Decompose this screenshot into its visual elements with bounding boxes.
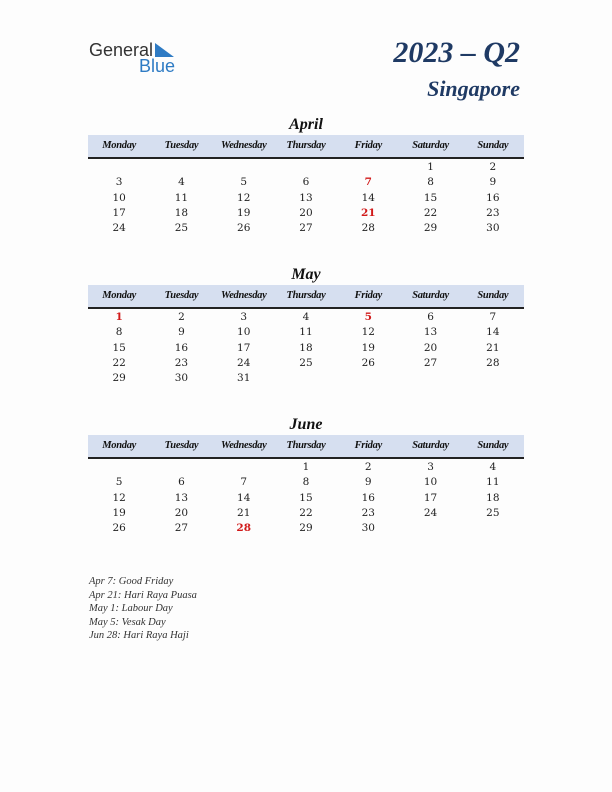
- day-cell: 18: [299, 341, 313, 354]
- day-cell: 29: [299, 522, 313, 535]
- day-cell: 7: [489, 311, 497, 323]
- weekday-header-saturday: Saturday: [412, 290, 449, 301]
- week-row: [88, 521, 524, 536]
- day-cell: 25: [486, 506, 500, 519]
- day-cell: 13: [423, 326, 438, 339]
- weekday-header-tuesday: Tuesday: [164, 440, 199, 451]
- weekday-header-row: [88, 435, 524, 459]
- empty-day-cell: [462, 371, 524, 386]
- day-cell: 30: [361, 522, 375, 535]
- day-cell: 20: [299, 206, 313, 219]
- day-cell: 22: [112, 356, 126, 369]
- day-cell: 15: [112, 341, 126, 354]
- weekday-header-friday: Friday: [354, 140, 382, 151]
- day-cell: 19: [112, 506, 126, 519]
- day-cell: 6: [302, 176, 310, 189]
- day-cell: 29: [112, 372, 126, 385]
- day-cell: 5: [364, 311, 372, 323]
- day-cell: 9: [489, 176, 497, 189]
- day-cell: 18: [174, 206, 189, 219]
- day-cell: 1: [302, 461, 310, 473]
- empty-day-cell: [213, 460, 275, 475]
- day-cell: 12: [361, 326, 375, 339]
- empty-day-cell: [88, 160, 150, 175]
- day-cell: 13: [174, 491, 189, 504]
- weekday-header-wednesday: Wednesday: [220, 290, 267, 301]
- day-cell: 10: [237, 326, 251, 339]
- day-cell: 23: [486, 206, 500, 219]
- day-cell: 28: [361, 222, 375, 235]
- month-weeks: [88, 159, 524, 236]
- logo-blue-text: Blue: [139, 56, 176, 76]
- day-cell: 27: [174, 522, 189, 535]
- month-weeks: [88, 309, 524, 386]
- day-cell: 5: [240, 176, 248, 189]
- week-row: [88, 460, 524, 475]
- day-cell: 18: [486, 491, 500, 504]
- empty-day-cell: [399, 521, 461, 536]
- weekday-header-thursday: Thursday: [286, 440, 326, 451]
- day-cell: 4: [302, 311, 310, 323]
- week-row: [88, 325, 524, 340]
- day-cell: 22: [299, 506, 313, 519]
- day-cell: 26: [361, 356, 375, 369]
- week-row: [88, 160, 524, 175]
- day-cell: 9: [364, 476, 372, 489]
- day-cell: 21: [237, 506, 251, 519]
- day-cell: 4: [489, 461, 497, 473]
- day-cell: 7: [240, 476, 248, 489]
- month-name: May: [291, 266, 321, 283]
- empty-day-cell: [275, 160, 337, 175]
- weekday-header-wednesday: Wednesday: [220, 440, 267, 451]
- day-cell: 15: [423, 191, 438, 204]
- day-cell: 26: [112, 522, 126, 535]
- logo-general-text: General: [89, 40, 154, 60]
- empty-day-cell: [213, 160, 275, 175]
- empty-day-cell: [399, 371, 461, 386]
- day-cell: 16: [361, 491, 375, 504]
- page-title: 2023 – Q2: [393, 36, 520, 69]
- empty-day-cell: [337, 160, 399, 175]
- weekday-header-tuesday: Tuesday: [164, 290, 199, 301]
- day-cell: 31: [237, 372, 251, 385]
- day-cell: 11: [486, 476, 500, 489]
- weekday-header-monday: Monday: [102, 140, 137, 151]
- day-cell: 24: [112, 222, 126, 235]
- day-cell: 28: [486, 356, 500, 369]
- month-name: April: [289, 116, 323, 133]
- day-cell: 10: [423, 476, 438, 489]
- empty-day-cell: [150, 460, 212, 475]
- day-cell: 12: [237, 191, 251, 204]
- empty-day-cell: [275, 371, 337, 386]
- week-row: [88, 191, 524, 206]
- day-cell: 23: [174, 356, 189, 369]
- weekday-header-tuesday: Tuesday: [164, 140, 199, 151]
- day-cell: 19: [361, 341, 375, 354]
- day-cell: 12: [112, 491, 126, 504]
- day-cell: 25: [299, 356, 313, 369]
- day-cell: 16: [174, 341, 189, 354]
- day-cell: 8: [302, 476, 310, 489]
- day-cell: 23: [361, 506, 375, 519]
- day-cell: 8: [115, 326, 123, 339]
- holiday-note: May 1: Labour Day: [89, 603, 173, 615]
- day-cell: 11: [299, 326, 313, 339]
- empty-day-cell: [337, 371, 399, 386]
- weekday-header-wednesday: Wednesday: [220, 140, 267, 151]
- weekday-header-sunday: Sunday: [477, 140, 509, 151]
- day-cell: 27: [423, 356, 438, 369]
- day-cell: 7: [364, 176, 372, 189]
- holiday-note: May 5: Vesak Day: [89, 616, 166, 628]
- day-cell: 3: [427, 461, 434, 473]
- week-row: [88, 371, 524, 386]
- day-cell: 2: [364, 461, 372, 473]
- day-cell: 9: [178, 326, 185, 339]
- day-cell: 3: [115, 176, 123, 189]
- week-row: [88, 506, 524, 521]
- weekday-header-friday: Friday: [354, 290, 382, 301]
- day-cell: 13: [299, 191, 313, 204]
- holiday-note: Jun 28: Hari Raya Haji: [89, 630, 189, 642]
- day-cell: 17: [237, 341, 251, 354]
- day-cell: 10: [112, 191, 126, 204]
- day-cell: 11: [174, 191, 189, 204]
- day-cell: 20: [174, 506, 189, 519]
- weekday-header-thursday: Thursday: [286, 290, 326, 301]
- week-row: [88, 206, 524, 221]
- week-row: [88, 341, 524, 356]
- day-cell: 1: [115, 311, 123, 323]
- month-calendar-june: [88, 415, 524, 536]
- day-cell: 6: [427, 311, 434, 323]
- weekday-header-sunday: Sunday: [477, 290, 509, 301]
- empty-day-cell: [150, 160, 212, 175]
- day-cell: 27: [299, 222, 313, 235]
- day-cell: 17: [112, 206, 126, 219]
- week-row: [88, 310, 524, 325]
- empty-day-cell: [462, 521, 524, 536]
- day-cell: 28: [236, 522, 252, 535]
- page-subtitle: Singapore: [427, 76, 520, 101]
- day-cell: 17: [423, 491, 438, 504]
- day-cell: 3: [240, 311, 248, 323]
- day-cell: 25: [174, 222, 189, 235]
- holiday-note: Apr 21: Hari Raya Puasa: [89, 589, 197, 601]
- month-calendar-april: [88, 115, 524, 236]
- generalblue-logo: [89, 40, 189, 76]
- day-cell: 4: [178, 176, 185, 189]
- day-cell: 14: [361, 191, 375, 204]
- day-cell: 16: [486, 191, 500, 204]
- week-row: [88, 356, 524, 371]
- day-cell: 30: [174, 372, 189, 385]
- day-cell: 20: [423, 341, 438, 354]
- weekday-header-row: [88, 285, 524, 309]
- day-cell: 1: [427, 161, 434, 173]
- holiday-notes: [89, 575, 197, 643]
- day-cell: 21: [486, 341, 500, 354]
- day-cell: 6: [178, 476, 185, 489]
- weekday-header-monday: Monday: [102, 290, 137, 301]
- day-cell: 2: [489, 161, 497, 173]
- day-cell: 29: [423, 222, 438, 235]
- day-cell: 2: [178, 311, 185, 323]
- day-cell: 14: [237, 491, 251, 504]
- month-weeks: [88, 459, 524, 536]
- day-cell: 26: [237, 222, 251, 235]
- weekday-header-saturday: Saturday: [412, 140, 449, 151]
- week-row: [88, 491, 524, 506]
- day-cell: 30: [486, 222, 500, 235]
- day-cell: 22: [423, 206, 438, 219]
- weekday-header-saturday: Saturday: [412, 440, 449, 451]
- weekday-header-thursday: Thursday: [286, 140, 326, 151]
- week-row: [88, 475, 524, 490]
- day-cell: 15: [299, 491, 313, 504]
- day-cell: 5: [115, 476, 123, 489]
- weekday-header-monday: Monday: [102, 440, 137, 451]
- day-cell: 8: [427, 176, 434, 189]
- weekday-header-row: [88, 135, 524, 159]
- weekday-header-friday: Friday: [354, 440, 382, 451]
- day-cell: 14: [486, 326, 500, 339]
- day-cell: 24: [423, 506, 438, 519]
- day-cell: 21: [360, 206, 376, 219]
- week-row: [88, 175, 524, 190]
- day-cell: 19: [237, 206, 251, 219]
- empty-day-cell: [88, 460, 150, 475]
- week-row: [88, 221, 524, 236]
- day-cell: 24: [237, 356, 251, 369]
- month-calendar-may: [88, 265, 524, 386]
- month-name: June: [289, 416, 323, 433]
- weekday-header-sunday: Sunday: [477, 440, 509, 451]
- holiday-note: Apr 7: Good Friday: [89, 576, 174, 587]
